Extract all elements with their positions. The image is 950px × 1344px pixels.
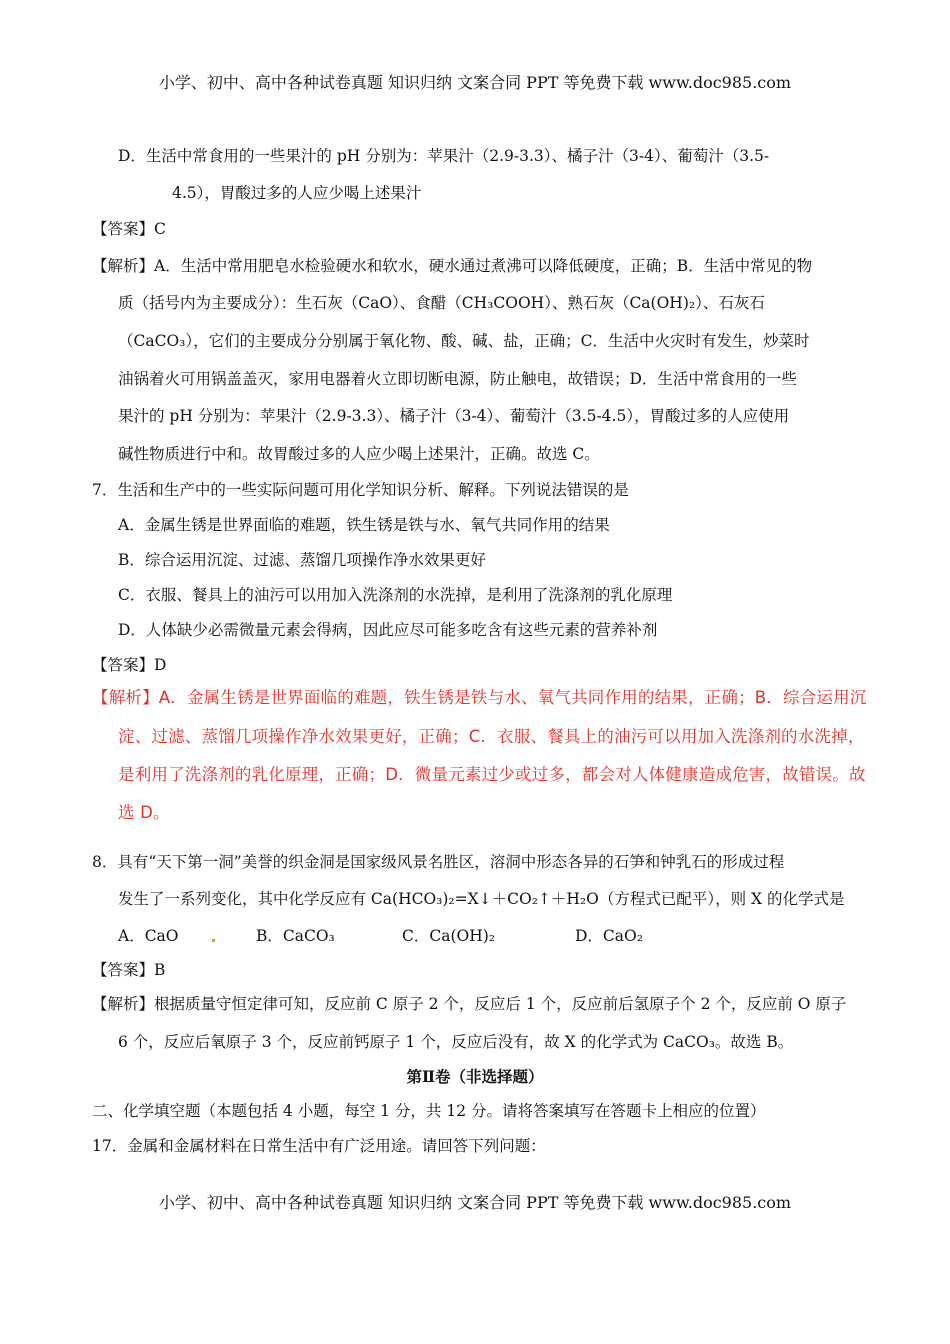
q7-explanation-line: 选 D。 bbox=[118, 803, 170, 822]
page-header: 小学、初中、高中各种试卷真题 知识归纳 文案合同 PPT 等免费下载 www.doc985.com bbox=[158, 73, 792, 92]
q6-answer: 【答案】C bbox=[92, 220, 166, 238]
q6-explanation-line: 果汁的 pH 分别为：苹果汁（2.9-3.3）、橘子汁（3-4）、葡萄汁（3.5-4.5），胃酸过多的人应使用 bbox=[118, 407, 790, 425]
q8-option-c: C．Ca(OH)₂ bbox=[402, 927, 495, 945]
q7-option: A．金属生锈是世界面临的难题，铁生锈是铁与水、氧气共同作用的结果 bbox=[118, 516, 610, 534]
q7-option: B．综合运用沉淀、过滤、蒸馏几项操作净水效果更好 bbox=[118, 551, 486, 569]
q6-option-d-line2: 4.5），胃酸过多的人应少喝上述果汁 bbox=[172, 184, 422, 202]
q17-stem: 17．金属和金属材料在日常生活中有广泛用途。请回答下列问题： bbox=[92, 1137, 546, 1155]
section2-title: 第Ⅱ卷（非选择题） bbox=[406, 1067, 544, 1086]
section2-intro: 二、化学填空题（本题包括 4 小题，每空 1 分，共 12 分。请将答案填写在答题卡上相应的位置） bbox=[92, 1102, 766, 1120]
q6-explanation-line: 油锅着火可用锅盖盖灭，家用电器着火立即切断电源，防止触电，故错误；D．生活中常食用的一些 bbox=[118, 370, 797, 388]
q7-stem: 7．生活和生产中的一些实际问题可用化学知识分析、解释。下列说法错误的是 bbox=[92, 481, 629, 499]
q7-explanation-line: 是利用了洗涤剂的乳化原理，正确；D．微量元素过少或过多，都会对人体健康造成危害，故错误。故 bbox=[118, 765, 866, 784]
q6-explanation-line: （CaCO₃），它们的主要成分分别属于氧化物、酸、碱、盐，正确；C．生活中火灾时有发生，炒菜时 bbox=[118, 332, 810, 350]
q8-stem-line1: 8．具有“天下第一洞”美誉的织金洞是国家级风景名胜区，溶洞中形态各异的石笋和钟乳石的形成过程 bbox=[92, 853, 785, 871]
q8-stem-line2: 发生了一系列变化，其中化学反应有 Ca(HCO₃)₂=X↓＋CO₂↑＋H₂O（方程式已配平），则 X 的化学式是 bbox=[118, 890, 845, 908]
q7-explanation-line: 淀、过滤、蒸馏几项操作净水效果更好，正确；C．衣服、餐具上的油污可以用加入洗涤剂的水洗掉， bbox=[118, 727, 865, 746]
q6-explanation-line: 质（括号内为主要成分）：生石灰（CaO）、食醋（CH₃COOH）、熟石灰（Ca(OH)₂）、石灰石 bbox=[118, 294, 765, 312]
q7-explanation-line: 【解析】A．金属生锈是世界面临的难题，铁生锈是铁与水、氧气共同作用的结果，正确；B．综合运用沉 bbox=[92, 688, 867, 707]
q6-explanation-line: 【解析】A．生活中常用肥皂水检验硬水和软水，硬水通过煮沸可以降低硬度，正确；B．生活中常见的物 bbox=[92, 257, 813, 275]
q8-option-b: B．CaCO₃ bbox=[256, 927, 335, 945]
q7-option: D．人体缺少必需微量元素会得病，因此应尽可能多吃含有这些元素的营养补剂 bbox=[118, 621, 658, 639]
q8-option-d: D．CaO₂ bbox=[575, 927, 643, 945]
q8-explanation-line: 【解析】根据质量守恒定律可知，反应前 C 原子 2 个，反应后 1 个，反应前后氢原子个 2 个，反应前 O 原子 bbox=[92, 995, 847, 1013]
q6-explanation-line: 碱性物质进行中和。故胃酸过多的人应少喝上述果汁，正确。故选 C。 bbox=[118, 445, 600, 463]
q8-option-a: A．CaO bbox=[118, 927, 179, 945]
q7-option: C．衣服、餐具上的油污可以用加入洗涤剂的水洗掉，是利用了洗涤剂的乳化原理 bbox=[118, 586, 673, 604]
q8-explanation-line: 6 个，反应后氧原子 3 个，反应前钙原子 1 个，反应后没有，故 X 的化学式为 CaCO₃。故选 B。 bbox=[118, 1033, 794, 1051]
q7-answer: 【答案】D bbox=[92, 656, 167, 674]
stray-dot-mark bbox=[212, 939, 215, 942]
q8-answer: 【答案】B bbox=[92, 961, 166, 979]
q6-option-d-line1: D．生活中常食用的一些果汁的 pH 分别为：苹果汁（2.9-3.3）、橘子汁（3-4）、葡萄汁（3.5- bbox=[118, 147, 770, 165]
page-footer: 小学、初中、高中各种试卷真题 知识归纳 文案合同 PPT 等免费下载 www.doc985.com bbox=[158, 1193, 792, 1212]
